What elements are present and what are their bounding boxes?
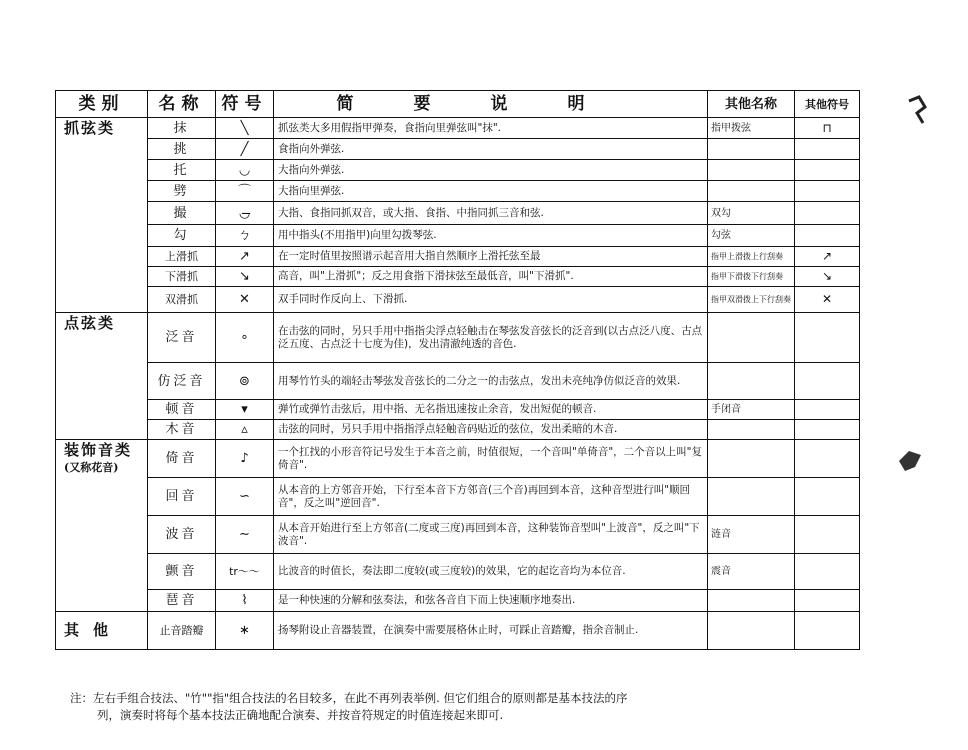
row-description: 弹竹或弹竹击弦后，用中指、无名指迅速按止余音，发出短促的顿音. (274, 400, 708, 420)
table-row (56, 516, 860, 554)
row-name: 倚音 (148, 440, 216, 478)
row-other-name (708, 440, 795, 478)
row-symbol: ⊚ (216, 363, 274, 400)
row-other-symbol: ⊓ (795, 118, 860, 139)
row-other-name: 双勾 (708, 202, 795, 225)
category-pluck: 抓弦类 (56, 118, 148, 313)
row-name: 托 (148, 160, 216, 181)
row-description: 是一种快速的分解和弦奏法，和弦各音自下而上快速顺序地奏出. (274, 590, 708, 612)
table-row (56, 118, 860, 139)
row-description: 食指向外弹弦. (274, 139, 708, 160)
row-symbol: ㄅ (216, 225, 274, 247)
row-symbol: tr～～ (216, 554, 274, 590)
row-other-name (708, 612, 795, 650)
category-ornament (56, 440, 148, 612)
row-other-name: 指甲下滑拨下行刮奏 (708, 267, 795, 287)
header-name: 名称 (148, 91, 216, 118)
row-symbol: ∗ (216, 612, 274, 650)
row-description: 大指、食指同抓双音，或大指、食指、中指同抓三音和弦. (274, 202, 708, 225)
row-symbol: ∘ (216, 313, 274, 363)
row-name: 泛音 (148, 313, 216, 363)
row-other-name (708, 139, 795, 160)
row-description: 从本音的上方邻音开始，下行至本音下方邻音(三个音)再回到本音，这种音型进行叫"顺回音"，反之叫"逆回音". (274, 478, 708, 516)
table-row (56, 313, 860, 363)
row-description: 在击弦的同时，另只手用中指指尖浮点轻触击在琴弦发音弦长的泛音到(以古点泛八度、古点泛五度、古点泛十七度为佳)，发出清澈纯透的音色. (274, 313, 708, 363)
table-row (56, 554, 860, 590)
row-symbol: ⌒ (216, 181, 274, 202)
row-symbol: ◡ (216, 160, 274, 181)
table-row (56, 267, 860, 287)
row-other-name (708, 160, 795, 181)
row-other-symbol (795, 478, 860, 516)
row-other-symbol: ✕ (795, 287, 860, 313)
scan-artifact-mark (897, 445, 927, 475)
row-symbol: ♪ (216, 440, 274, 478)
row-name: 抹 (148, 118, 216, 139)
row-name: 下滑抓 (148, 267, 216, 287)
table-row (56, 400, 860, 420)
category-ornament-alt: (又称花音) (64, 461, 119, 474)
row-symbol: ╲ (216, 118, 274, 139)
row-symbol: ▵ (216, 420, 274, 440)
row-name: 劈 (148, 181, 216, 202)
row-other-symbol (795, 554, 860, 590)
row-other-symbol (795, 139, 860, 160)
row-description: 从本音开始进行至上方邻音(二度或三度)再回到本音，这种装饰音型叫"上波音"，反之叫"下波音". (274, 516, 708, 554)
row-name: 勾 (148, 225, 216, 247)
table-row (56, 590, 860, 612)
row-name: 波音 (148, 516, 216, 554)
table-row (56, 160, 860, 181)
footnote (70, 690, 870, 724)
table-row (56, 225, 860, 247)
footnote-line-2: 列，演奏时将每个基本技法正确地配合演奏、并按音符规定的时值连接起来即可. (97, 708, 504, 722)
row-other-name (708, 181, 795, 202)
row-other-symbol (795, 225, 860, 247)
row-description: 扬琴附设止音器装置，在演奏中需要展格休止时，可踩止音踏瓣，指余音制止. (274, 612, 708, 650)
row-description: 比波音的时值长，奏法即二度较(或三度较)的效果，它的起讫音均为本位音. (274, 554, 708, 590)
row-other-name: 手闭音 (708, 400, 795, 420)
row-name: 顿音 (148, 400, 216, 420)
header-description: 简要说明 (274, 91, 708, 118)
row-other-name (708, 363, 795, 400)
row-symbol: ◡̶ (216, 202, 274, 225)
table-row (56, 247, 860, 267)
row-other-name (708, 420, 795, 440)
row-other-symbol (795, 516, 860, 554)
row-symbol: ╱ (216, 139, 274, 160)
row-name: 撮 (148, 202, 216, 225)
category-misc: 其他 (56, 612, 148, 650)
row-symbol: ∽ (216, 478, 274, 516)
row-symbol: ∼ (216, 516, 274, 554)
row-symbol: ▾ (216, 400, 274, 420)
row-name: 双滑抓 (148, 287, 216, 313)
row-name: 仿泛音 (148, 363, 216, 400)
row-other-name: 指甲拨弦 (708, 118, 795, 139)
row-symbol: ↗ (216, 247, 274, 267)
row-description: 大指向外弹弦. (274, 160, 708, 181)
row-name: 止音踏瓣 (148, 612, 216, 650)
header-other-name: 其他名称 (708, 91, 795, 118)
scan-artifact-mark (905, 95, 931, 127)
row-description: 在一定时值里按照谱示起音用大指自然顺序上滑托弦至最 (274, 247, 708, 267)
table-row (56, 612, 860, 650)
table-row (56, 287, 860, 313)
table-row (56, 363, 860, 400)
row-other-name: 勾弦 (708, 225, 795, 247)
technique-table-sheet (55, 90, 859, 650)
row-other-name: 指甲上滑拨上行刮奏 (708, 247, 795, 267)
row-other-name (708, 313, 795, 363)
row-other-name: 震音 (708, 554, 795, 590)
category-point: 点弦类 (56, 313, 148, 440)
row-description: 用琴竹竹头的端轻击琴弦发音弦长的二分之一的击弦点，发出未亮纯净仿似泛音的效果. (274, 363, 708, 400)
row-other-name (708, 590, 795, 612)
category-ornament-label: 装饰音类 (64, 441, 133, 459)
row-name: 颤音 (148, 554, 216, 590)
row-name: 琶音 (148, 590, 216, 612)
row-other-symbol: ↘ (795, 267, 860, 287)
row-name: 回音 (148, 478, 216, 516)
row-description: 一个扛找的小形音符记号发生于本音之前，时值很短，一个音叫"单倚音"，二个音以上叫"复倚音". (274, 440, 708, 478)
row-description: 双手同时作反向上、下滑抓. (274, 287, 708, 313)
row-other-symbol (795, 160, 860, 181)
row-other-symbol (795, 202, 860, 225)
row-name: 挑 (148, 139, 216, 160)
table-row (56, 202, 860, 225)
row-other-symbol (795, 590, 860, 612)
row-name: 上滑抓 (148, 247, 216, 267)
row-other-symbol (795, 440, 860, 478)
row-other-symbol (795, 400, 860, 420)
row-symbol: ⌇ (216, 590, 274, 612)
table-row (56, 440, 860, 478)
technique-table (55, 90, 860, 650)
row-other-symbol (795, 612, 860, 650)
footnote-line-1: 注：左右手组合技法、"竹""指"组合技法的名目较多，在此不再列表举例. 但它们组合的原则都是基本技法的序 (70, 691, 628, 705)
row-other-name: 指甲双滑拨上下行刮奏 (708, 287, 795, 313)
row-other-symbol (795, 313, 860, 363)
row-other-symbol (795, 181, 860, 202)
row-name: 木音 (148, 420, 216, 440)
row-other-symbol: ↗ (795, 247, 860, 267)
table-row (56, 139, 860, 160)
row-description: 高音，叫"上滑抓"；反之用食指下滑抹弦至最低音，叫"下滑抓". (274, 267, 708, 287)
row-symbol: ↘ (216, 267, 274, 287)
row-other-name (708, 478, 795, 516)
table-row (56, 420, 860, 440)
row-symbol: ✕ (216, 287, 274, 313)
header-other-symbol: 其他符号 (795, 91, 860, 118)
table-row (56, 478, 860, 516)
row-description: 用中指头(不用指甲)向里勾拨琴弦. (274, 225, 708, 247)
header-row (56, 91, 860, 118)
row-other-symbol (795, 363, 860, 400)
row-description: 大指向里弹弦. (274, 181, 708, 202)
row-description: 抓弦类大多用假指甲弹奏，食指向里弹弦叫"抹". (274, 118, 708, 139)
table-row (56, 181, 860, 202)
row-other-symbol (795, 420, 860, 440)
row-description: 击弦的同时，另只手用中指指浮点轻触音码贴近的弦位，发出柔暗的木音. (274, 420, 708, 440)
row-other-name: 涟音 (708, 516, 795, 554)
header-category: 类别 (56, 91, 148, 118)
header-symbol: 符号 (216, 91, 274, 118)
